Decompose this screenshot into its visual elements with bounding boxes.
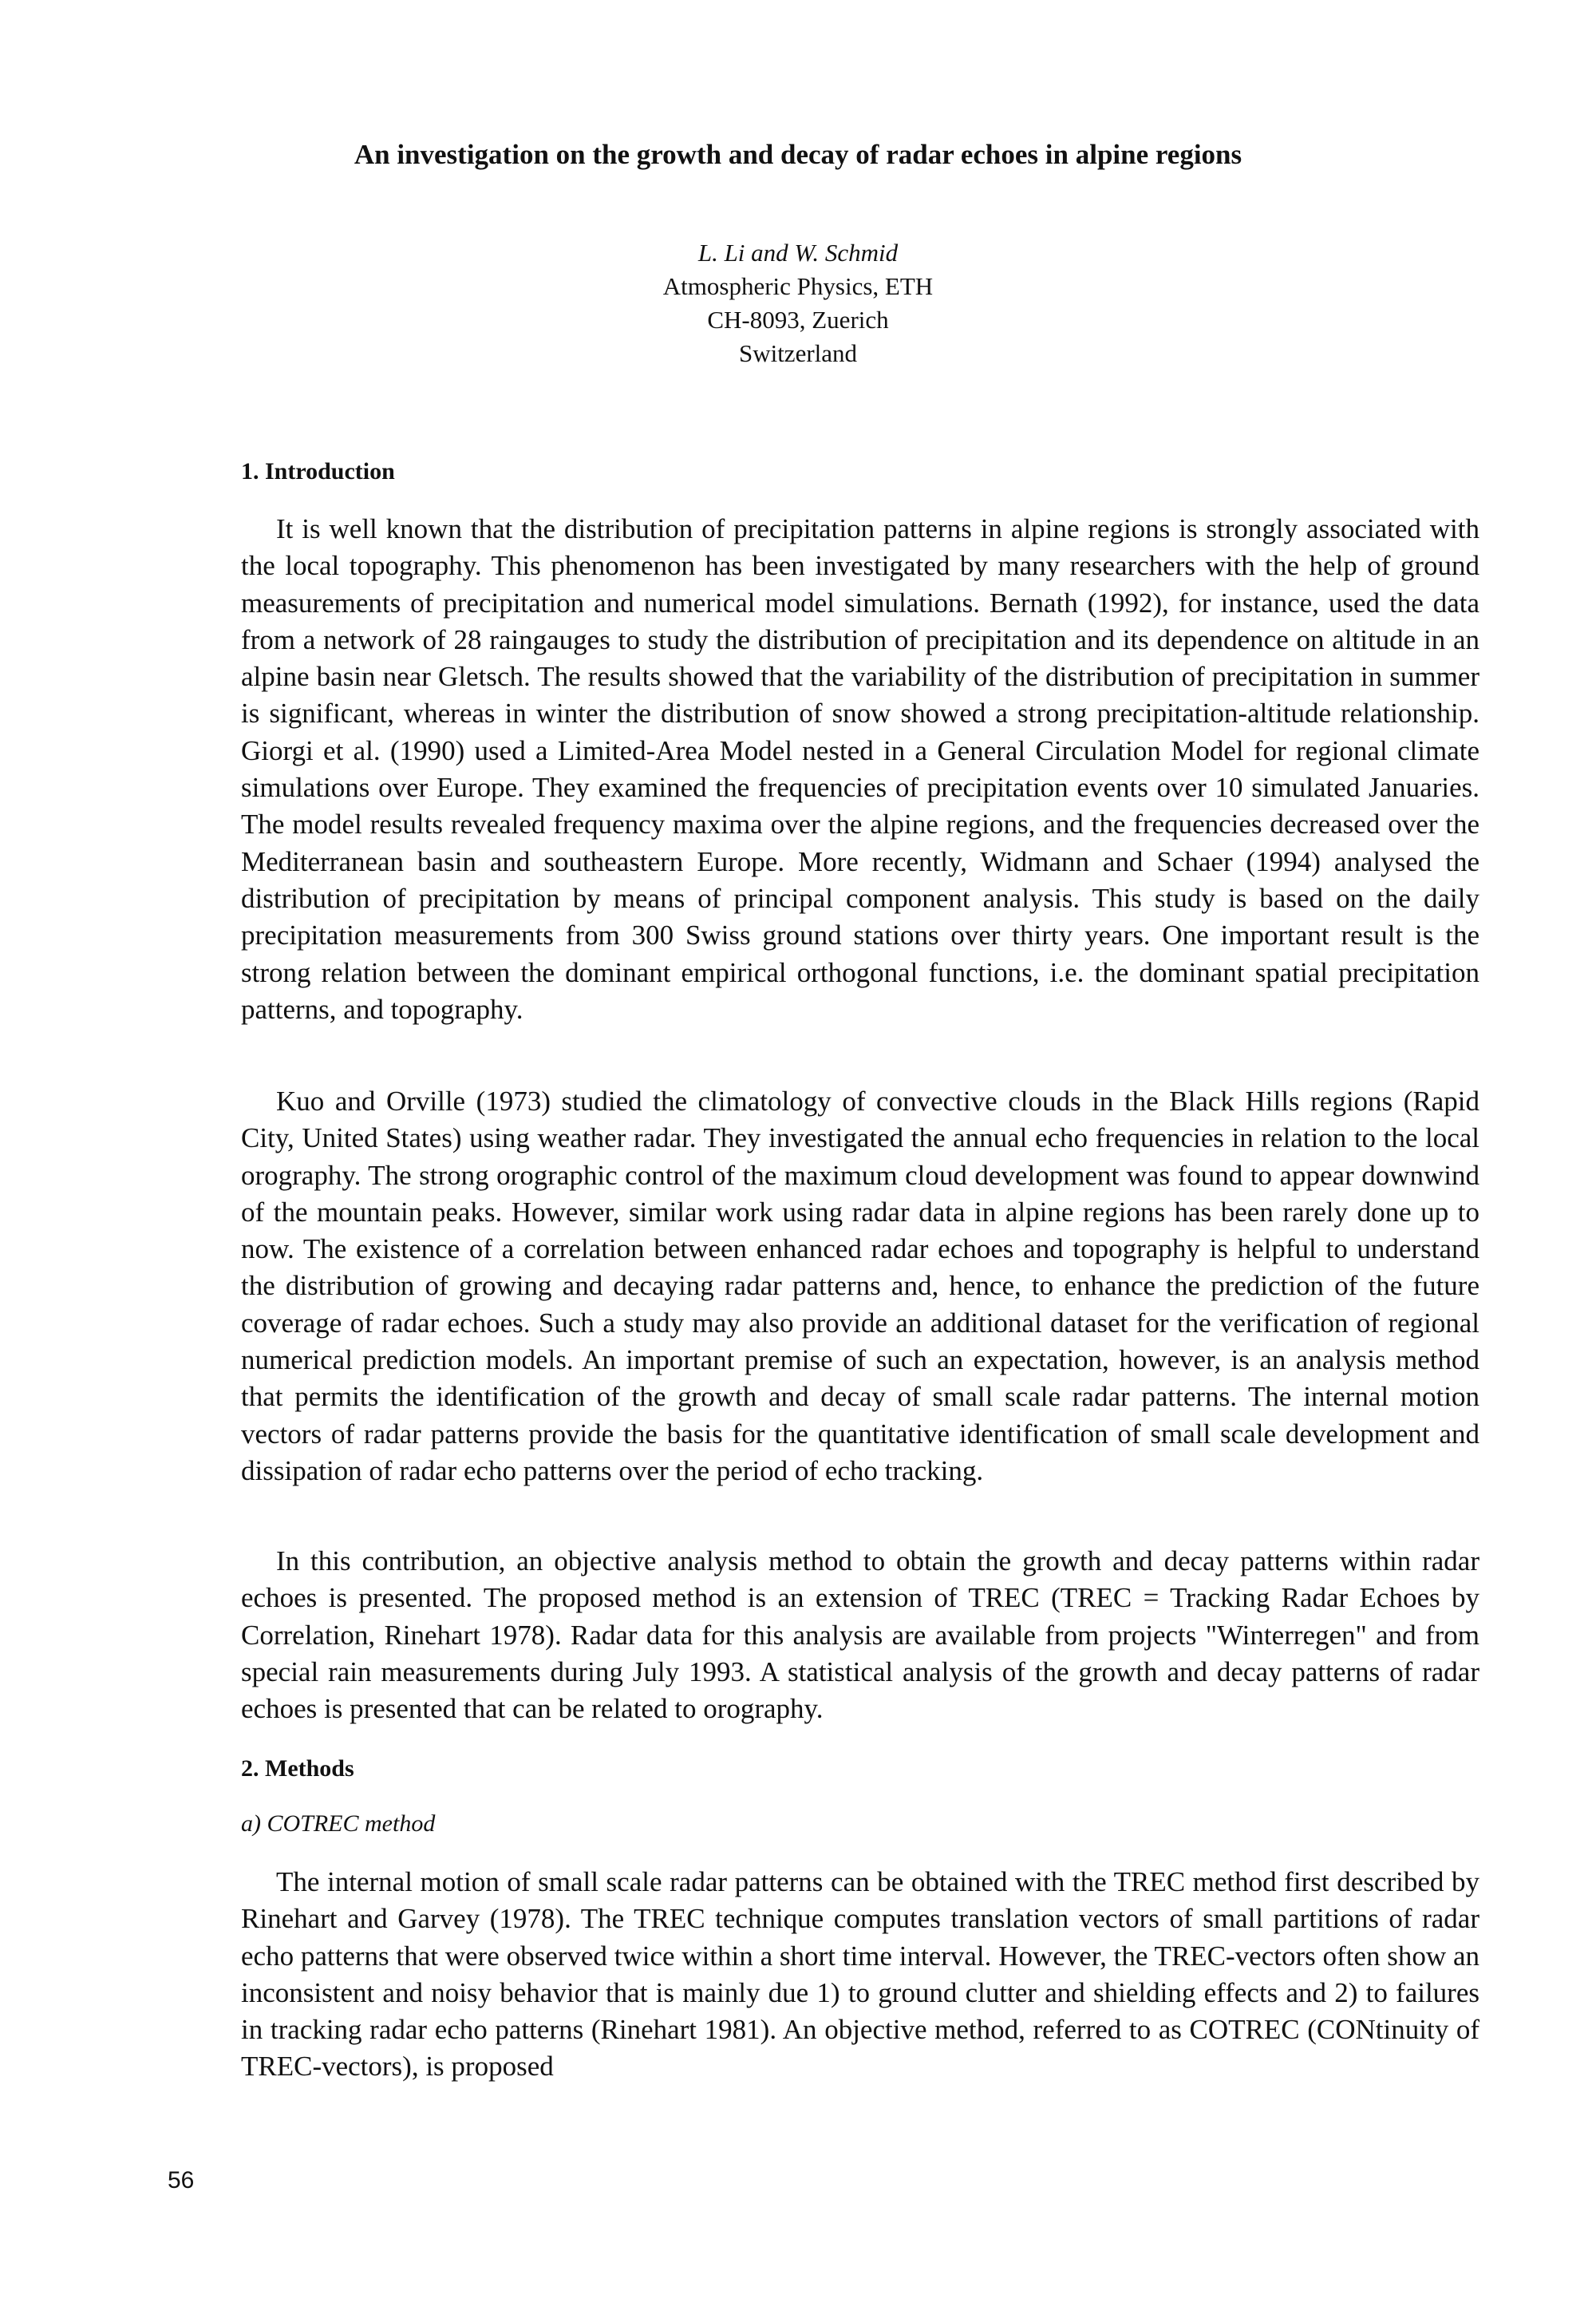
author-names: L. Li and W. Schmid <box>697 239 899 267</box>
author-country: Switzerland <box>738 339 858 367</box>
subsection-heading-cotrec: a) COTREC method <box>241 1810 436 1837</box>
methods-paragraph-1: The internal motion of small scale radar patterns can be obtained with the TREC method first described by Rinehart and Garvey (1978). The TREC technique computes translation vectors of small partitions of radar echo patterns that were observed twice within a short time interval. However, the TREC-vectors often show an inconsistent and noisy behavior that is mainly due 1) to ground clutter and shielding effects and 2) to failures in tracking radar echo patterns (Rinehart 1981). An objective method, referred to as COTREC (CONtinuity of TREC-vectors), is proposed <box>241 1866 1479 2083</box>
section-heading-introduction: 1. Introduction <box>241 458 395 485</box>
author-affiliation: Atmospheric Physics, ETH <box>662 272 934 300</box>
author-address: CH-8093, Zuerich <box>707 306 889 334</box>
page-number: 56 <box>168 2167 195 2193</box>
author-block <box>0 236 1596 370</box>
intro-paragraph-3: In this contribution, an objective analysis method to obtain the growth and decay patterns within radar echoes is presented. The proposed method is an extension of TREC (TREC = Tracking Radar Echoes by Correlation, Rinehart 1978). Radar data for this analysis are available from projects "Winterregen" and from special rain measurements during July 1993. A statistical analysis of the growth and decay patterns of radar echoes is presented that can be related to orography. <box>241 1545 1479 1725</box>
intro-paragraph-2: Kuo and Orville (1973) studied the climatology of convective clouds in the Black Hills regions (Rapid City, United States) using weather radar. They investigated the annual echo frequencies in relation to the local orography. The strong orographic control of the maximum cloud development was found to appear downwind of the mountain peaks. However, similar work using radar data in alpine regions has been rarely done up to now. The existence of a correlation between enhanced radar echoes and topography is helpful to understand the distribution of growing and decaying radar patterns and, hence, to enhance the prediction of the future coverage of radar echoes. Such a study may also provide an additional dataset for the verification of regional numerical prediction models. An important premise of such an expectation, however, is an analysis method that permits the identification of the growth and decay of small scale radar patterns. The internal motion vectors of radar patterns provide the basis for the quantitative identification of small scale development and dissipation of radar echo patterns over the period of echo tracking. <box>241 1086 1479 1486</box>
paper-title: An investigation on the growth and decay of radar echoes in alpine regions <box>354 139 1242 170</box>
section-heading-methods: 2. Methods <box>241 1755 354 1782</box>
intro-paragraph-1: It is well known that the distribution of precipitation patterns in alpine regions is strongly associated with the local topography. This phenomenon has been investigated by many researchers with the help of ground measurements of precipitation and numerical model simulations. Bernath (1992), for instance, used the data from a network of 28 raingauges to study the distribution of precipitation and its dependence on altitude in an alpine basin near Gletsch. The results showed that the variability of the distribution of precipitation in summer is significant, whereas in winter the distribution of snow showed a strong precipitation-altitude relationship. Giorgi et al. (1990) used a Limited-Area Model nested in a General Circulation Model for regional climate simulations over Europe. They examined the frequencies of precipitation events over 10 simulated Januaries. The model results revealed frequency maxima over the alpine regions, and the frequencies decreased over the Mediterranean basin and southeastern Europe. More recently, Widmann and Schaer (1994) analysed the distribution of precipitation by means of principal component analysis. This study is based on the daily precipitation measurements from 300 Swiss ground stations over thirty years. One important result is the strong relation between the dominant empirical orthogonal functions, i.e. the dominant spatial precipitation patterns, and topography. <box>241 513 1479 1025</box>
